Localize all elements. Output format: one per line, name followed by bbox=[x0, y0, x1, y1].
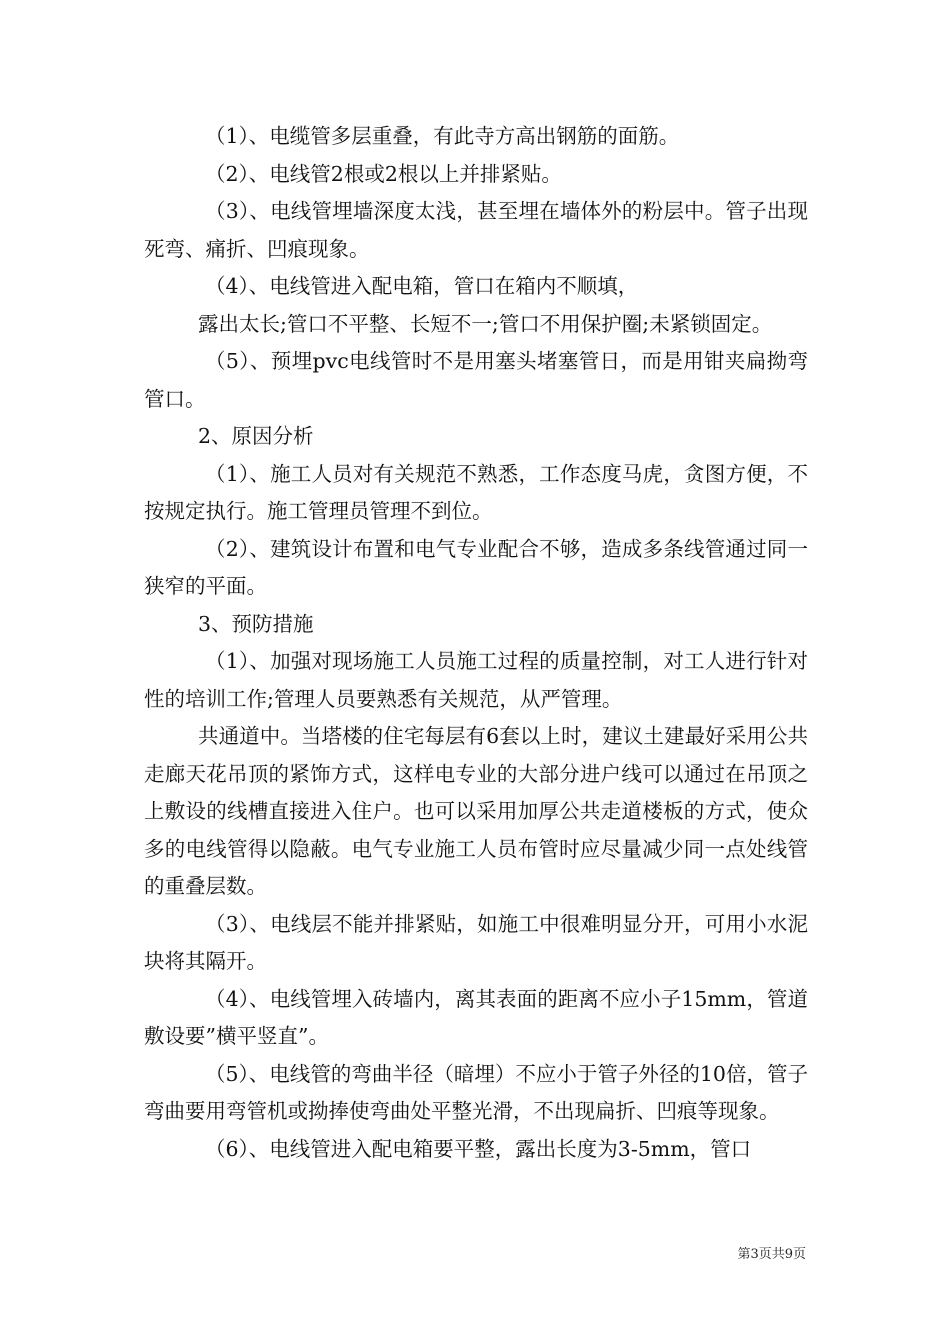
paragraph-problem-3: （3）、电线管埋墙深度太浅，甚至埋在墙体外的粉层中。管子出现死弯、痛折、凹痕现象。 bbox=[144, 199, 808, 261]
paragraph-shared-corridor: 共通道中。当塔楼的住宅每层有6套以上时，建议土建最好采用公共走廊天花吊顶的紧饰方式，这样电专业的大部分进户线可以通过在吊顶之上敷设的线槽直接进入住户。也可以采用加厚公共走道楼板的方式，使众多的电线管得以隐蔽。电气专业施工人员布管时应尽量减少同一点处线管的重叠层数。 bbox=[144, 724, 808, 898]
paragraph-cause-2: （2）、建筑设计布置和电气专业配合不够，造成多条线管通过同一狭窄的平面。 bbox=[144, 536, 808, 598]
paragraph-problem-4: （4）、电线管进入配电箱，管口在箱内不顺填， bbox=[205, 274, 639, 298]
paragraph-problem-5: （5）、预埋pvc电线管时不是用塞头堵塞管日，而是用钳夹扁拗弯管口。 bbox=[144, 349, 808, 411]
paragraph-prevention-6: （6）、电线管进入配电箱要平整，露出长度为3-5mm，管口 bbox=[205, 1136, 752, 1161]
paragraph-prevention-3: （3）、电线层不能并排紧贴，如施工中很难明显分开，可用小水泥块将其隔开。 bbox=[144, 911, 808, 973]
document-body bbox=[144, 118, 808, 1168]
section-heading-prevention: 3、预防措施 bbox=[198, 611, 314, 636]
paragraph-cause-1: （1）、施工人员对有关规范不熟悉，工作态度马虎，贪图方便，不按规定执行。施工管理员管理不到位。 bbox=[144, 461, 808, 523]
paragraph-prevention-5: （5）、电线管的弯曲半径（暗埋）不应小于管子外径的10倍，管子弯曲要用弯管机或拗捧使弯曲处平整光滑，不出现扁折、凹痕等现象。 bbox=[144, 1061, 808, 1123]
paragraph-problem-1: （1）、电缆管多层重叠，有此寺方高出钢筋的面筋。 bbox=[205, 124, 680, 148]
section-heading-cause-analysis: 2、原因分析 bbox=[198, 424, 314, 448]
page-number-footer: 第3页共9页 bbox=[737, 1247, 806, 1262]
paragraph-problem-4-continued: 露出太长;管口不平整、长短不一;管口不用保护圈;未紧锁固定。 bbox=[198, 311, 773, 336]
paragraph-prevention-4: （4）、电线管埋入砖墙内，离其表面的距离不应小子15mm，管道敷设要”横平竖直”。 bbox=[144, 986, 808, 1048]
paragraph-prevention-1: （1）、加强对现场施工人员施工过程的质量控制，对工人进行针对性的培训工作;管理人员要熟悉有关规范，从严管理。 bbox=[144, 649, 808, 711]
paragraph-problem-2: （2）、电线管2根或2根以上并排紧贴。 bbox=[205, 161, 562, 186]
